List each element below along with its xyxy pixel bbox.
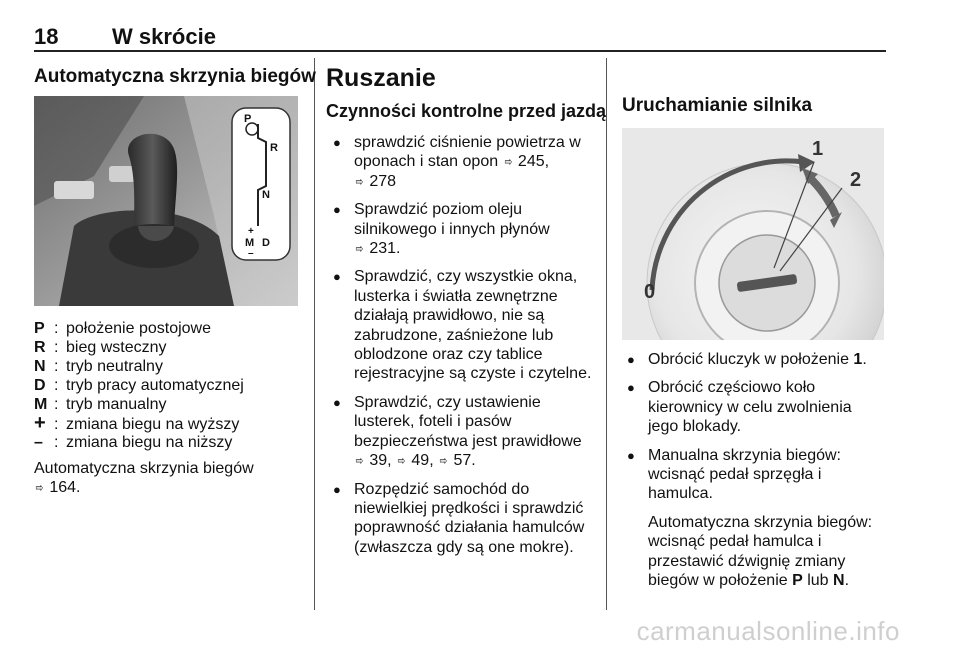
gate-label-d: D — [262, 237, 270, 249]
list-item-text: Automatyczna skrzynia biegów: wcisnąć pedał hamulca i przestawić dźwignię zmiany biegów w położenie — [648, 513, 873, 590]
gate-label-minus: – — [248, 248, 254, 259]
gear-position-value: N — [833, 572, 845, 590]
list-item — [624, 350, 886, 369]
legend-colon: : — [54, 320, 59, 337]
key-position-value: 1 — [853, 351, 863, 368]
section-heading-engine-start: Uruchamianie silnika — [622, 95, 813, 116]
chapter-title: W skrócie — [112, 24, 216, 49]
legend-row — [34, 414, 239, 434]
gear-legend — [34, 319, 304, 459]
list-item-text: bezpieczeństwa jest prawidłowe — [354, 432, 582, 450]
list-item-text: . — [844, 572, 850, 590]
position-2-label: 2 — [850, 169, 862, 191]
page-ref-arrow-icon: ⇨ — [35, 480, 44, 496]
gear-position-value: P — [792, 572, 803, 590]
legend-colon: : — [54, 434, 59, 451]
cross-reference-paragraph — [34, 459, 304, 498]
page-ref-arrow-icon: ⇨ — [397, 453, 406, 469]
section-heading-starting-off: Ruszanie — [326, 64, 436, 92]
page-ref-number[interactable]: 231. — [364, 240, 401, 258]
page-ref-number[interactable]: 164. — [44, 479, 81, 497]
legend-row — [34, 357, 163, 376]
ignition-switch-illustration — [622, 128, 884, 340]
legend-colon: : — [54, 416, 59, 433]
legend-colon: : — [54, 396, 59, 413]
page-ref-number[interactable]: 57. — [449, 452, 476, 470]
legend-text: położenie postojowe — [66, 320, 211, 337]
pre-drive-checklist — [330, 133, 596, 566]
header-rule — [34, 50, 886, 52]
section-heading-automatic-gearbox: Automatyczna skrzynia biegów — [34, 66, 316, 87]
position-0-label: 0 — [644, 281, 656, 303]
list-item — [624, 446, 886, 591]
legend-text: tryb pracy automatycznej — [66, 377, 244, 394]
gate-label-m: M — [245, 237, 255, 249]
list-item — [624, 378, 886, 436]
list-item-text: oponach i stan opon — [354, 153, 503, 171]
legend-colon: : — [54, 377, 59, 394]
legend-text: zmiana biegu na niższy — [66, 434, 233, 451]
legend-row — [34, 319, 211, 338]
legend-text: tryb neutralny — [66, 358, 163, 375]
gear-selector-figure — [34, 96, 298, 306]
legend-text: zmiana biegu na wyższy — [66, 416, 240, 433]
page-number: 18 — [34, 24, 59, 49]
page-ref-arrow-icon: ⇨ — [504, 154, 512, 170]
page-ref-arrow-icon: ⇨ — [355, 173, 364, 189]
list-item-text: Obrócić kluczyk w położenie — [648, 351, 854, 368]
legend-key: M — [34, 396, 48, 413]
legend-key: + — [34, 412, 46, 434]
legend-row — [34, 338, 167, 357]
gate-label-n: N — [262, 189, 270, 201]
list-item-text: ● Obrócić częściowo koło kierownicy w celu zwolnienia jego blokady. — [648, 379, 852, 436]
legend-row — [34, 395, 167, 414]
gate-label-plus: + — [248, 226, 254, 237]
legend-row — [34, 433, 232, 452]
gate-label-p: P — [244, 113, 252, 125]
column-divider-right — [606, 58, 607, 610]
list-item-text: ● Sprawdzić poziom oleju — [354, 201, 523, 219]
legend-key: R — [34, 339, 46, 356]
gate-label-r: R — [270, 142, 278, 154]
page-ref-arrow-icon: ⇨ — [355, 453, 364, 469]
legend-text: bieg wsteczny — [66, 339, 167, 356]
list-item-text: lub — [802, 572, 834, 590]
legend-text: tryb manualny — [66, 396, 167, 413]
list-item — [330, 133, 596, 191]
list-item-text: ● Sprawdzić, czy wszystkie okna, lusterka i światła zewnętrzne działają prawidłowo, nie są zabrudzone, zaśnieżone lub oblodzone oraz czy tablice rejestracyjne są czyste i czytelne. — [354, 268, 592, 383]
page-ref-number[interactable]: 39, — [364, 452, 397, 470]
list-item — [330, 393, 596, 471]
list-item — [330, 267, 596, 383]
list-item-text: silnikowego i innych płynów — [354, 220, 550, 238]
legend-colon: : — [54, 339, 59, 356]
list-item-text: ● sprawdzić ciśnienie powietrza w — [354, 134, 581, 151]
subheading-pre-drive-checks: Czynności kontrolne przed jazdą — [326, 101, 607, 121]
cross-reference-text: Automatyczna skrzynia biegów — [34, 460, 254, 477]
list-item-text: lusterek, foteli i pasów — [354, 413, 512, 431]
watermark: carmanualsonline.info — [636, 616, 900, 646]
list-item-text: ● Sprawdzić, czy ustawienie — [354, 393, 541, 411]
list-item — [330, 480, 596, 558]
position-1-label: 1 — [812, 138, 824, 160]
list-item-text: . — [862, 351, 867, 368]
legend-key: D — [34, 377, 46, 394]
legend-colon: : — [54, 358, 59, 375]
legend-key: – — [34, 434, 43, 451]
legend-key: N — [34, 358, 46, 375]
ignition-switch-figure — [622, 128, 884, 340]
list-item-text: ● Rozpędzić samochód do niewielkiej prędkości i sprawdzić poprawność działania hamulców (zwłaszcza gdy są one mokre). — [354, 480, 585, 556]
list-item — [330, 200, 596, 258]
page-ref-arrow-icon: ⇨ — [355, 241, 364, 257]
page-ref-number[interactable]: 49, — [406, 452, 439, 470]
column-divider-left — [314, 58, 315, 610]
page-ref-number[interactable]: 245, — [513, 153, 550, 171]
page-ref-number[interactable]: 278 — [364, 172, 397, 190]
legend-row — [34, 376, 244, 395]
gear-selector-illustration — [34, 96, 298, 306]
page-ref-arrow-icon: ⇨ — [439, 453, 448, 469]
engine-start-steps — [624, 350, 886, 599]
list-item-extra-paragraph — [648, 513, 886, 591]
list-item-text: ● Manualna skrzynia biegów: wcisnąć pedał sprzęgła i hamulca. — [648, 446, 841, 503]
legend-key: P — [34, 320, 45, 337]
